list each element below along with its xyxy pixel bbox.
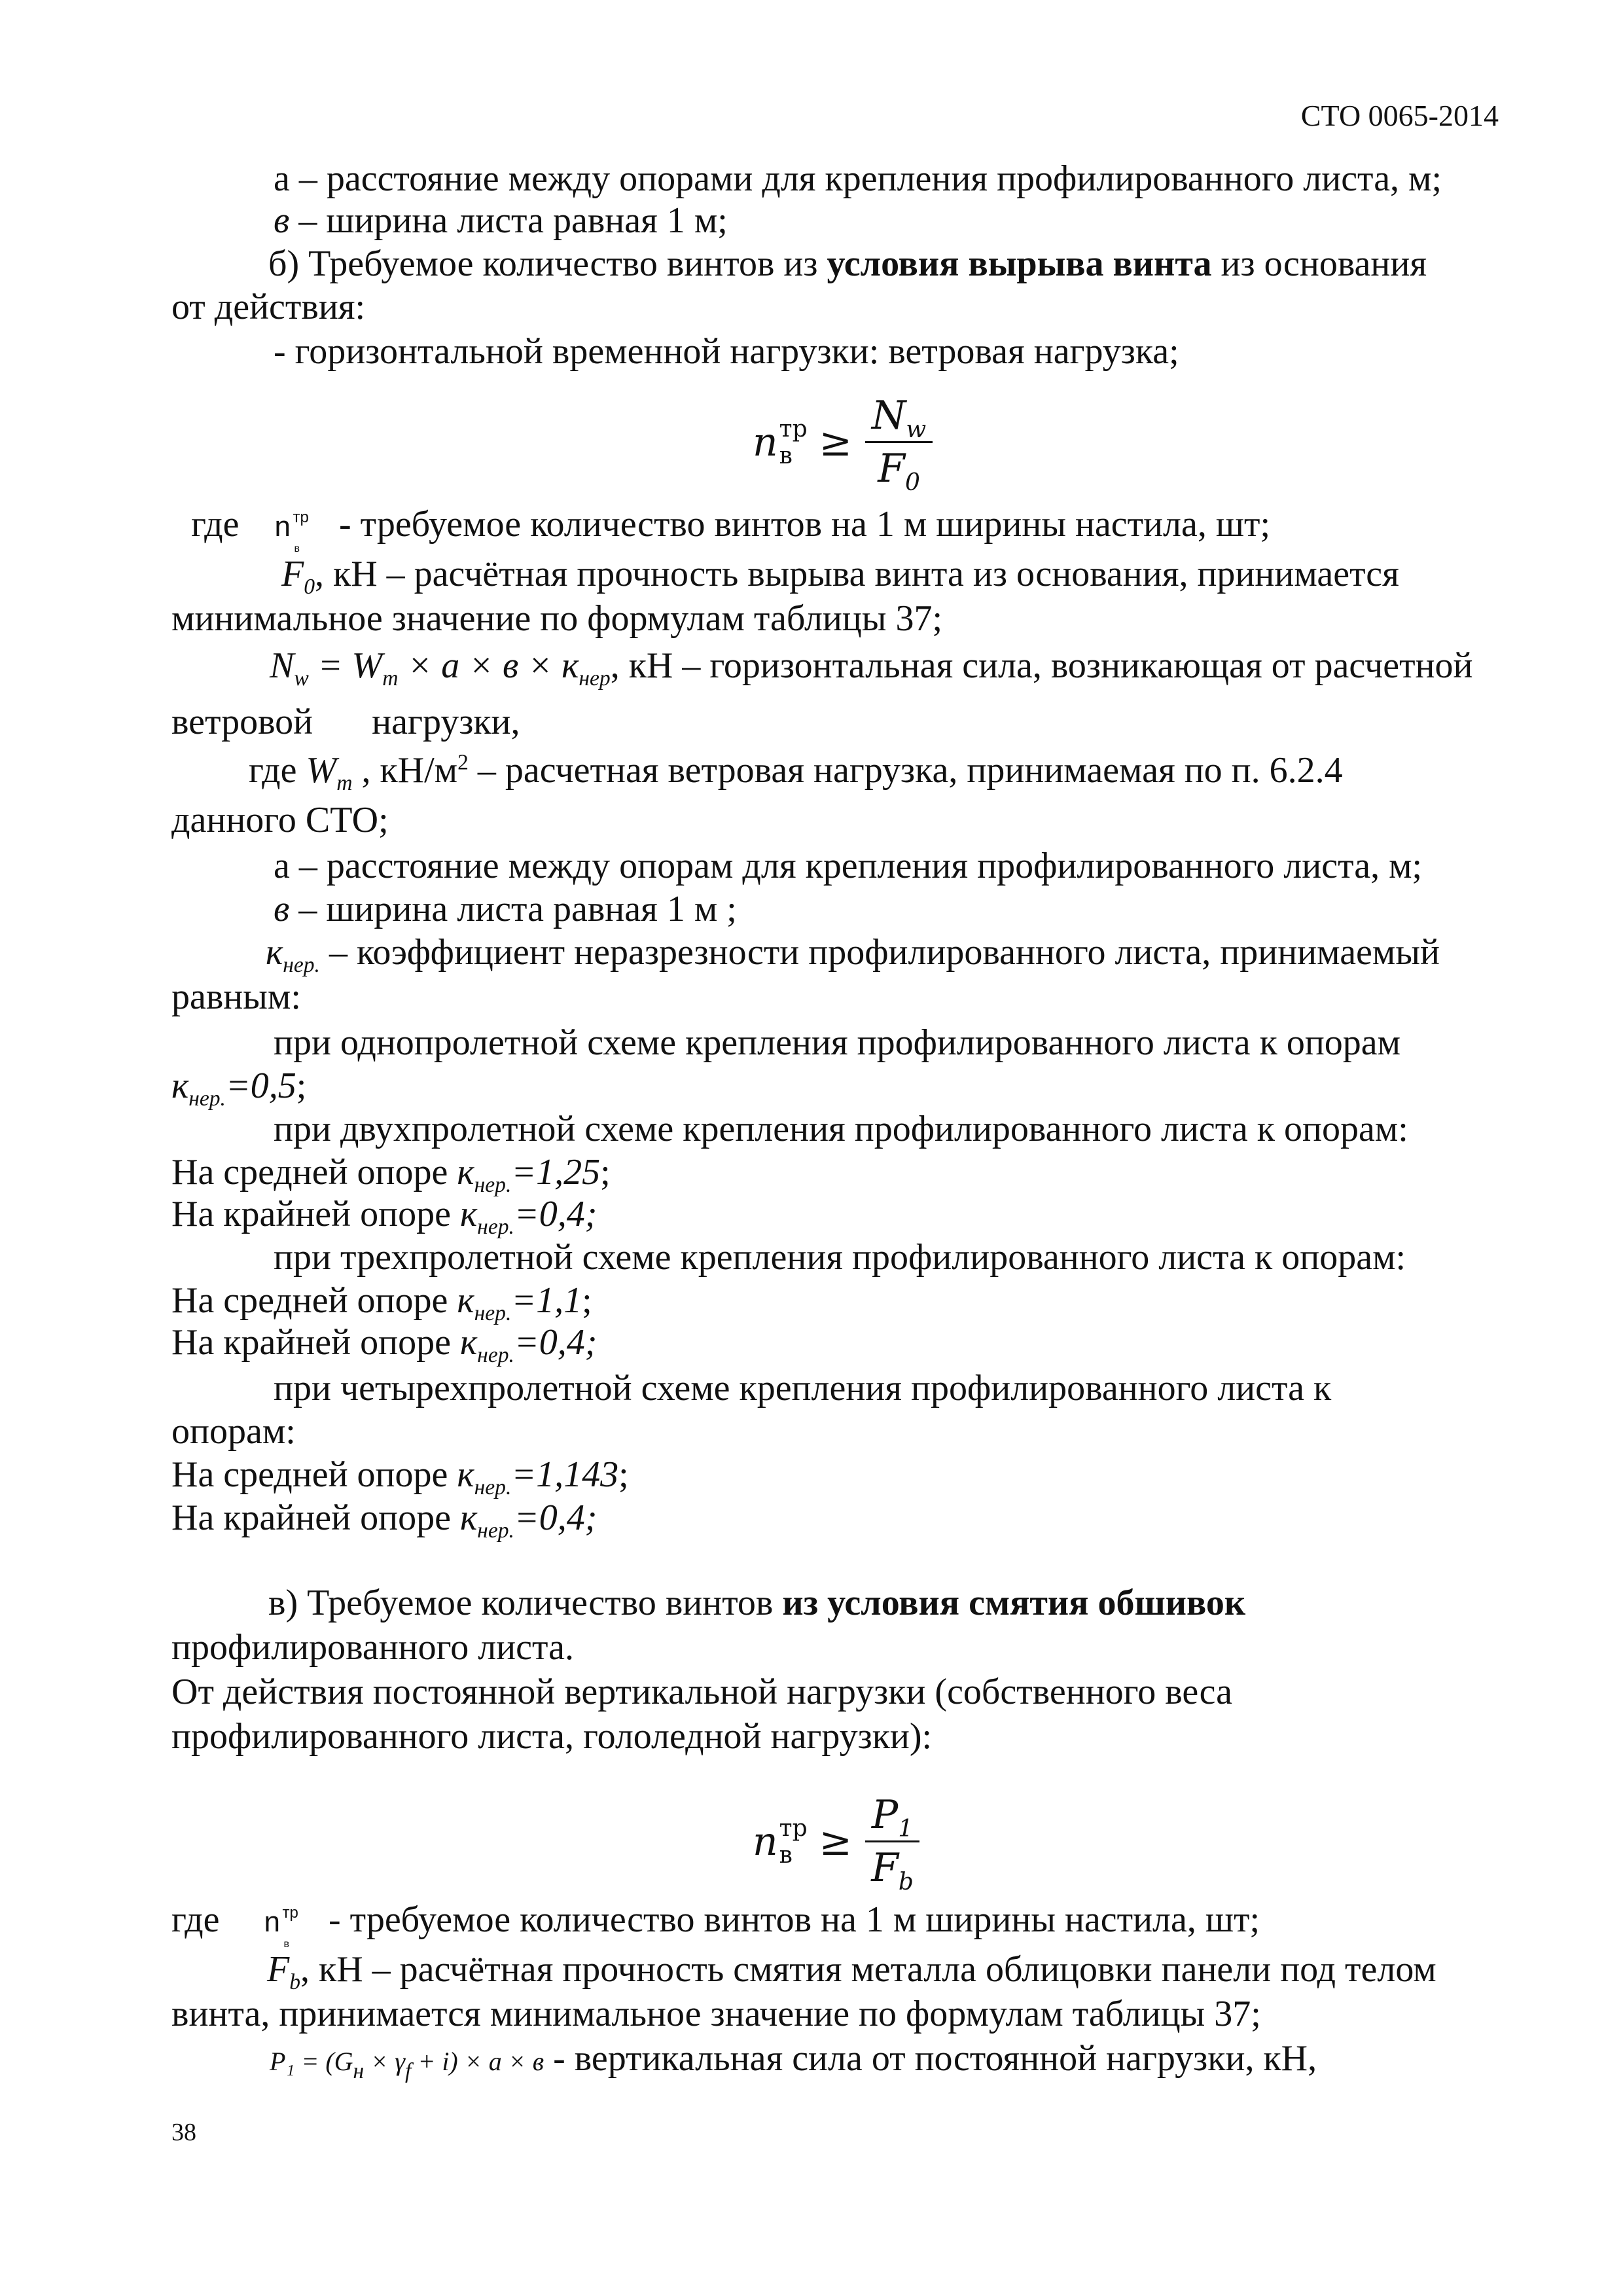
text-line: На крайней опоре $к_{нер.}=0,4$; [171,1498,597,1543]
section-b-heading: б) Требуемое количество винтов из условия вырыва винта из основания [268,243,1427,284]
text-line: где $W_m$ , $кН/м^2$ – расчетная ветровая нагрузка, принимаемая по п. 6.2.4 [249,750,1343,796]
text-line: На крайней опоре $к_{нер.}=0,4$; [171,1194,597,1240]
text-line: $P_1 = (G_н \times \gamma_f + i) \times a \times в$ - вертикальная сила от постоянной нагрузки, кН, [270,2038,1317,2084]
text-line: при трехпролетной схеме крепления профилированного листа к опорам: [274,1237,1406,1278]
text-line: От действия постоянной вертикальной нагрузки (собственного веса [171,1672,1232,1712]
n-tr-symbol: n тр в [274,509,309,554]
text-line: На средней опоре $к_{нер.}=1,1$; [171,1280,592,1326]
text-line: $к_{нер.}=0,5$; [171,1066,307,1111]
text-line: профилированного листа, гололедной нагрузки): [171,1716,933,1757]
section-v-heading: в) Требуемое количество винтов из условия смятия обшивок [268,1583,1246,1623]
text-line: - горизонтальной временной нагрузки: ветровая нагрузка; [274,331,1179,372]
text-line: от действия: [171,287,366,327]
text-line: $N_w = W_m \times a \times в \times к_{нер}$, кН – горизонтальная сила, возникающая от расчетной [270,645,1473,691]
text-line: опорам: [171,1411,296,1452]
text-line: $к_{нер.}$ – коэффициент неразрезности профилированного листа, принимаемый [266,932,1440,978]
text-line: а – расстояние между опорами для крепления профилированного листа, м; [274,158,1442,199]
document-code: СТО 0065-2014 [1300,99,1499,132]
text-line: $F_0$, кН – расчётная прочность вырыва винта из основания, принимается [281,554,1399,600]
text-line: профилированного листа. [171,1627,574,1668]
text-line: минимальное значение по формулам таблицы 37; [171,598,943,639]
text-line: данного СТО; [171,800,389,840]
text-line: равным: [171,977,301,1017]
text-line: На крайней опоре $к_{нер.}=0,4$; [171,1322,597,1368]
text-line: в – ширина листа равная 1 м ; [274,889,737,929]
text-line: ветровой нагрузки, [171,702,520,742]
formula-crush-screws: n тр в ≥ $\frac{P_1}{F_b}$ [753,1792,919,1891]
text-line: при однопролетной схеме крепления профилированного листа к опорам [274,1022,1401,1063]
text-line: при четырехпролетной схеме крепления профилированного листа к [274,1368,1332,1408]
formula-wind-screws: n тр в ≥ $\frac{N_w}{F_0}$ [753,393,933,492]
text-line: где n тр в - требуемое количество винтов на 1 м ширины настила, шт; [171,1899,1260,1950]
text-line: в – ширина листа равная 1 м; [274,200,728,241]
text-line: $F_b$, кН – расчётная прочность смятия металла облицовки панели под телом [267,1949,1436,1995]
n-tr-symbol: n тр в [264,1904,298,1950]
text-line: На средней опоре $к_{нер.}=1,143$; [171,1454,629,1500]
text-line: а – расстояние между опорам для крепления профилированного листа, м; [274,846,1423,886]
text-line: при двухпролетной схеме крепления профилированного листа к опорам: [274,1109,1408,1149]
text-line: винта, принимается минимальное значение по формулам таблицы 37; [171,1994,1261,2034]
page-number: 38 [171,2119,196,2146]
text-line: На средней опоре $к_{нер.}=1,25$; [171,1152,611,1198]
text-line: где n тр в - требуемое количество винтов на 1 м ширины настила, шт; [191,504,1271,554]
